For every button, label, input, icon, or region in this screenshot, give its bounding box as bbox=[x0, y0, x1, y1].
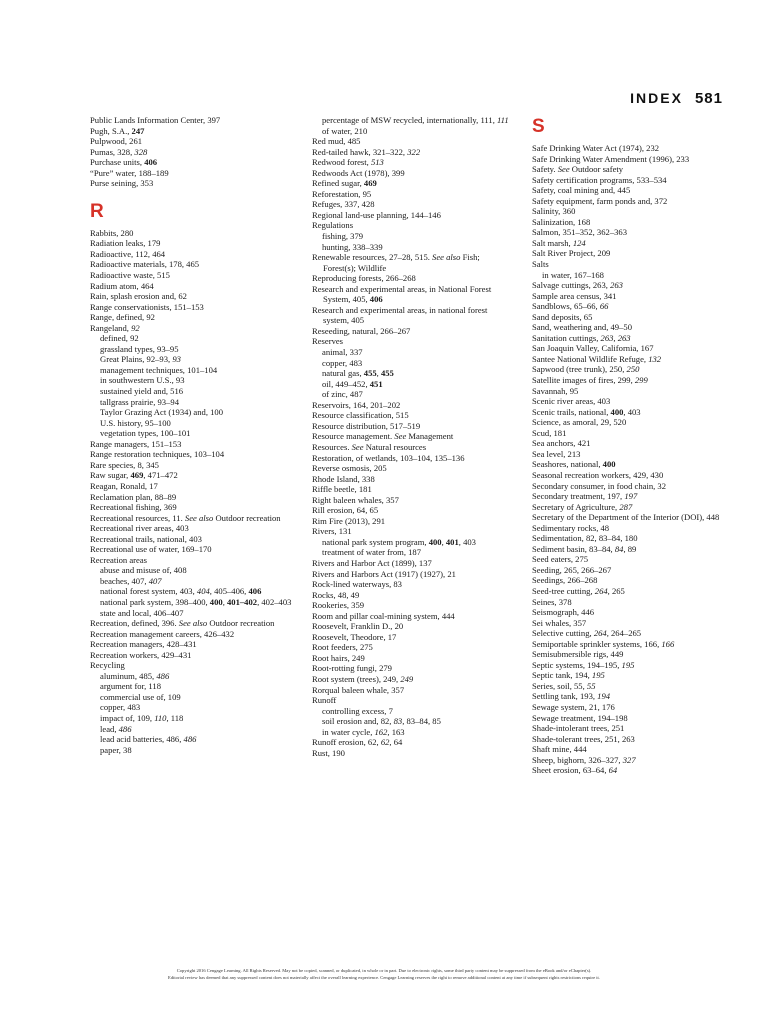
page-number: 581 bbox=[694, 90, 723, 107]
index-subentry: lead acid batteries, 486, 486 bbox=[100, 734, 197, 745]
index-entry: Root system (trees), 249, 249 bbox=[312, 673, 414, 684]
index-subentry: treatment of water from, 187 bbox=[322, 547, 422, 558]
index-entry: Seismograph, 446 bbox=[532, 607, 595, 618]
index-entry: Shaft mine, 444 bbox=[532, 744, 587, 755]
index-entry: Secretary of the Department of the Interior (DOI), 448 bbox=[532, 512, 720, 523]
index-subentry: copper, 483 bbox=[100, 702, 141, 713]
index-entry: Semiportable sprinkler systems, 166, 166 bbox=[532, 638, 675, 649]
index-entry: Settling tank, 193, 194 bbox=[532, 691, 611, 702]
copyright-line-1: Copyright 2016 Cengage Learning. All Rights Reserved. May not be copied, scanned, or duplicated, in whole or in part. Due to electronic rights, some third party content may be suppressed from the eBook and/or eChapter(s). bbox=[176, 968, 592, 973]
index-entry: Roosevelt, Franklin D., 20 bbox=[312, 621, 404, 632]
index-entry: Salinization, 168 bbox=[532, 216, 591, 227]
index-entry: Resource management. See Management bbox=[312, 431, 454, 442]
index-entry: Refined sugar, 469 bbox=[312, 178, 377, 189]
index-entry: Redwood forest, 513 bbox=[312, 157, 384, 168]
index-entry: Resource classification, 515 bbox=[312, 410, 409, 421]
index-entry: Sapwood (tree trunk), 250, 250 bbox=[532, 364, 640, 375]
index-entry: Refuges, 337, 428 bbox=[312, 199, 375, 210]
index-entry: Recreation areas bbox=[90, 554, 148, 565]
index-subentry: in water, 167–168 bbox=[542, 269, 604, 280]
index-subentry: national forest system, 403, 404, 405–406, 406 bbox=[100, 586, 262, 597]
index-entry: Sheet erosion, 63–64, 64 bbox=[532, 765, 618, 776]
index-entry: Recreational resources, 11. See also Outdoor recreation bbox=[90, 512, 281, 523]
index-entry: Safety equipment, farm ponds and, 372 bbox=[532, 195, 668, 206]
index-entry: Safety. See Outdoor safety bbox=[532, 164, 624, 175]
index-entry: Reagan, Ronald, 17 bbox=[90, 480, 158, 491]
index-subentry: natural gas, 455, 455 bbox=[322, 368, 394, 379]
index-column-2 bbox=[312, 115, 512, 758]
index-entry: Root hairs, 249 bbox=[312, 652, 365, 663]
index-entry: Right baleen whales, 357 bbox=[312, 494, 399, 505]
index-entry: Sewage treatment, 194–198 bbox=[532, 712, 628, 723]
index-subentry: vegetation types, 100–101 bbox=[100, 428, 191, 439]
index-subentry: percentage of MSW recycled, internationally, 111, 111 bbox=[322, 115, 509, 125]
index-entry: Red mud, 485 bbox=[312, 136, 361, 147]
index-entry: Recycling bbox=[90, 660, 125, 671]
index-entry: Semisubmersible rigs, 449 bbox=[532, 649, 624, 660]
index-entry: Recreation management careers, 426–432 bbox=[90, 628, 235, 639]
index-subentry: soil erosion and, 82, 83, 83–84, 85 bbox=[322, 716, 441, 727]
copyright-line-2: Editorial review has deemed that any suppressed content does not materially affect the overall learning experience. Cengage Learning reserves the right to remove additional content at any time if subsequent rights restrictions require it. bbox=[168, 975, 600, 980]
index-entry: Rim Fire (2013), 291 bbox=[312, 515, 386, 526]
index-entry: Redwoods Act (1978), 399 bbox=[312, 167, 405, 178]
index-entry: Red-tailed hawk, 321–322, 322 bbox=[312, 146, 421, 157]
index-entry: Sheep, bighorn, 326–327, 327 bbox=[532, 754, 636, 765]
index-entry: Safety certification programs, 533–534 bbox=[532, 174, 667, 185]
index-entry: Rhode Island, 338 bbox=[312, 473, 375, 484]
index-subentry: of water, 210 bbox=[322, 125, 368, 136]
index-entry: Rangeland, 92 bbox=[90, 322, 140, 333]
index-subentry: Taylor Grazing Act (1934) and, 100 bbox=[100, 407, 224, 418]
index-subentry: abuse and misuse of, 408 bbox=[100, 565, 187, 576]
index-entry: Septic tank, 194, 195 bbox=[532, 670, 605, 681]
index-entry: Salvage cuttings, 263, 263 bbox=[532, 280, 623, 291]
index-entry: Rivers and Harbors Act (1917) (1927), 21 bbox=[312, 568, 456, 579]
index-entry: Range, defined, 92 bbox=[90, 312, 155, 323]
index-entry: Roosevelt, Theodore, 17 bbox=[312, 631, 397, 642]
index-entry: Seeding, 265, 266–267 bbox=[532, 564, 612, 575]
index-entry: Rivers and Harbor Act (1899), 137 bbox=[312, 557, 432, 568]
index-entry: Septic systems, 194–195, 195 bbox=[532, 659, 635, 670]
index-entry: Secondary consumer, in food chain, 32 bbox=[532, 480, 667, 491]
index-entry: Rabbits, 280 bbox=[90, 227, 134, 238]
index-entry: Research and experimental areas, in national forest system, 405 bbox=[312, 304, 488, 326]
index-entry: Regional land-use planning, 144–146 bbox=[312, 209, 441, 220]
index-subentry: impact of, 109, 110, 118 bbox=[100, 712, 184, 723]
index-entry: Sei whales, 357 bbox=[532, 617, 587, 628]
index-entry: Sample area census, 341 bbox=[532, 290, 617, 301]
index-entry: Research and experimental areas, in National Forest System, 405, 406 bbox=[312, 283, 492, 305]
index-entry: Reseeding, natural, 266–267 bbox=[312, 325, 411, 336]
index-entry: Root-rotting fungi, 279 bbox=[312, 663, 392, 674]
index-entry: Public Lands Information Center, 397 bbox=[90, 115, 221, 125]
index-entry: Scenic river areas, 403 bbox=[532, 396, 611, 407]
index-entry: Resources. See Natural resources bbox=[312, 441, 427, 452]
index-entry: Scenic trails, national, 400, 403 bbox=[532, 406, 641, 417]
index-entry: Rain, splash erosion and, 62 bbox=[90, 291, 187, 302]
index-subentry: copper, 483 bbox=[322, 357, 363, 368]
copyright-footer bbox=[0, 967, 768, 981]
section-letter-s: S bbox=[532, 116, 545, 137]
index-entry: Room and pillar coal-mining system, 444 bbox=[312, 610, 455, 621]
index-entry: Range managers, 151–153 bbox=[90, 438, 182, 449]
index-entry: Salts bbox=[532, 259, 549, 270]
index-entry: Radioactive materials, 178, 465 bbox=[90, 259, 200, 270]
index-entry: Sandblows, 65–66, 66 bbox=[532, 301, 609, 312]
index-subentry: paper, 38 bbox=[100, 744, 132, 755]
index-entry: Renewable resources, 27–28, 515. See also Fish; Forest(s); Wildlife bbox=[312, 252, 480, 273]
index-entry: Rookeries, 359 bbox=[312, 600, 365, 611]
index-entry: Range restoration techniques, 103–104 bbox=[90, 449, 225, 460]
running-head bbox=[630, 90, 723, 107]
index-entry: Seed eaters, 275 bbox=[532, 554, 589, 565]
index-subentry: animal, 337 bbox=[322, 347, 363, 358]
section-letter-r: R bbox=[90, 200, 104, 222]
index-column-3 bbox=[532, 115, 732, 776]
index-subentry: management techniques, 101–104 bbox=[100, 364, 218, 375]
index-entry: Secondary treatment, 197, 197 bbox=[532, 491, 638, 502]
index-entry: Radiation leaks, 179 bbox=[90, 238, 161, 249]
index-subentry: fishing, 379 bbox=[322, 231, 364, 242]
index-column-1 bbox=[90, 115, 295, 755]
index-entry: Shade-tolerant trees, 251, 263 bbox=[532, 733, 635, 744]
index-entry: Salt River Project, 209 bbox=[532, 248, 611, 259]
index-entry: Reservoirs, 164, 201–202 bbox=[312, 399, 401, 410]
index-entry: Sea level, 213 bbox=[532, 448, 581, 459]
index-entry: Recreation workers, 429–431 bbox=[90, 649, 192, 660]
index-subentry: controlling excess, 7 bbox=[322, 705, 393, 716]
index-subentry: commercial use of, 109 bbox=[100, 691, 181, 702]
index-entry: Reverse osmosis, 205 bbox=[312, 463, 387, 474]
index-entry: Sand deposits, 65 bbox=[532, 311, 593, 322]
index-entry: Salmon, 351–352, 362–363 bbox=[532, 227, 628, 238]
index-entry: Sewage system, 21, 176 bbox=[532, 701, 615, 712]
index-entry: Pumas, 328, 328 bbox=[90, 146, 148, 157]
index-entry: Santee National Wildlife Refuge, 132 bbox=[532, 353, 662, 364]
index-entry: Reforestation, 95 bbox=[312, 188, 372, 199]
index-subentry: U.S. history, 95–100 bbox=[100, 417, 171, 428]
index-entry: Rust, 190 bbox=[312, 747, 345, 758]
index-entry: Rorqual baleen whale, 357 bbox=[312, 684, 405, 695]
index-entry: Rare species, 8, 345 bbox=[90, 459, 159, 470]
index-subentry: in water cycle, 162, 163 bbox=[322, 726, 405, 737]
index-entry: Recreation, defined, 396. See also Outdoor recreation bbox=[90, 618, 275, 629]
index-subentry: grassland types, 93–95 bbox=[100, 343, 179, 354]
index-entry: Rock-lined waterways, 83 bbox=[312, 579, 402, 590]
index-entry: Radium atom, 464 bbox=[90, 280, 154, 291]
index-entry: Rivers, 131 bbox=[312, 526, 352, 537]
index-subentry: oil, 449–452, 451 bbox=[322, 378, 383, 389]
index-entry: Purse seining, 353 bbox=[90, 178, 154, 189]
index-entry: Recreational use of water, 169–170 bbox=[90, 544, 212, 555]
index-entry: Secretary of Agriculture, 287 bbox=[532, 501, 633, 512]
index-subentry: state and local, 406–407 bbox=[100, 607, 184, 618]
index-subentry: national park system, 398–400, 400, 401–402, 402–403 bbox=[100, 596, 292, 607]
index-entry: “Pure” water, 188–189 bbox=[90, 167, 169, 178]
index-entry: Root feeders, 275 bbox=[312, 642, 373, 653]
index-subentry: tallgrass prairie, 93–94 bbox=[100, 396, 179, 407]
index-entry: Safety, coal mining and, 445 bbox=[532, 185, 631, 196]
index-entry: Recreational trails, national, 403 bbox=[90, 533, 202, 544]
index-entry: Riffle beetle, 181 bbox=[312, 484, 372, 495]
index-entry: Recreation managers, 428–431 bbox=[90, 639, 197, 650]
index-entry: Range conservationists, 151–153 bbox=[90, 301, 204, 312]
index-entry: Recreational fishing, 369 bbox=[90, 502, 177, 513]
index-entry: Seasonal recreation workers, 429, 430 bbox=[532, 469, 664, 480]
index-entry: Salinity, 360 bbox=[532, 206, 576, 217]
index-entry: Runoff bbox=[312, 695, 337, 706]
index-entry: Sediment basin, 83–84, 84, 89 bbox=[532, 543, 637, 554]
index-subentry: argument for, 118 bbox=[100, 681, 161, 692]
section-title: INDEX bbox=[630, 90, 683, 106]
index-entry: Selective cutting, 264, 264–265 bbox=[532, 628, 642, 639]
index-entry: Reproducing forests, 266–268 bbox=[312, 273, 416, 284]
index-entry: Rocks, 48, 49 bbox=[312, 589, 360, 600]
index-entry: Sedimentary rocks, 48 bbox=[532, 522, 610, 533]
index-subentry: of zinc, 487 bbox=[322, 389, 363, 400]
index-entry: Raw sugar, 469, 471–472 bbox=[90, 470, 178, 481]
index-entry: Safe Drinking Water Act (1974), 232 bbox=[532, 143, 660, 153]
index-entry: Pulpwood, 261 bbox=[90, 136, 143, 147]
index-entry: Pugh, S.A., 247 bbox=[90, 125, 145, 136]
index-entry: Rill erosion, 64, 65 bbox=[312, 505, 379, 516]
index-entry: Seed-tree cutting, 264, 265 bbox=[532, 585, 625, 596]
index-entry: Reserves bbox=[312, 336, 344, 347]
index-entry: Seines, 378 bbox=[532, 596, 572, 607]
index-entry: Satellite images of fires, 299, 299 bbox=[532, 375, 648, 386]
index-entry: Restoration, of wetlands, 103–104, 135–136 bbox=[312, 452, 465, 463]
index-entry: Seedings, 266–268 bbox=[532, 575, 598, 586]
index-subentry: aluminum, 485, 486 bbox=[100, 670, 170, 681]
index-entry: Shade-intolerant trees, 251 bbox=[532, 723, 625, 734]
index-entry: Recreational river areas, 403 bbox=[90, 523, 189, 534]
index-entry: Safe Drinking Water Amendment (1996), 233 bbox=[532, 153, 690, 164]
index-entry: San Joaquin Valley, California, 167 bbox=[532, 343, 654, 354]
index-entry: Reclamation plan, 88–89 bbox=[90, 491, 177, 502]
index-entry: Savannah, 95 bbox=[532, 385, 579, 396]
index-entry: Sedimentation, 82, 83–84, 180 bbox=[532, 533, 638, 544]
index-entry: Salt marsh, 124 bbox=[532, 237, 586, 248]
index-subentry: in southwestern U.S., 93 bbox=[100, 375, 185, 386]
index-entry: Regulations bbox=[312, 220, 354, 231]
index-subentry: lead, 486 bbox=[100, 723, 132, 734]
index-entry: Sanitation cuttings, 263, 263 bbox=[532, 332, 631, 343]
index-subentry: sustained yield and, 516 bbox=[100, 386, 184, 397]
index-entry: Series, soil, 55, 55 bbox=[532, 680, 596, 691]
index-entry: Runoff erosion, 62, 62, 64 bbox=[312, 737, 403, 748]
index-subentry: defined, 92 bbox=[100, 333, 139, 344]
index-entry: Scud, 181 bbox=[532, 427, 567, 438]
index-entry: Seashores, national, 400 bbox=[532, 459, 616, 470]
index-entry: Resource distribution, 517–519 bbox=[312, 420, 421, 431]
index-entry: Sand, weathering and, 49–50 bbox=[532, 322, 632, 333]
index-subentry: hunting, 338–339 bbox=[322, 241, 383, 252]
index-subentry: national park system program, 400, 401, 403 bbox=[322, 536, 476, 547]
index-subentry: Great Plains, 92–93, 93 bbox=[100, 354, 181, 365]
index-entry: Sea anchors, 421 bbox=[532, 438, 591, 449]
index-entry: Radioactive waste, 515 bbox=[90, 270, 170, 281]
index-entry: Purchase units, 406 bbox=[90, 157, 158, 168]
index-entry: Radioactive, 112, 464 bbox=[90, 248, 166, 259]
index-subentry: beaches, 407, 407 bbox=[100, 575, 162, 586]
index-entry: Science, as amoral, 29, 520 bbox=[532, 417, 627, 428]
